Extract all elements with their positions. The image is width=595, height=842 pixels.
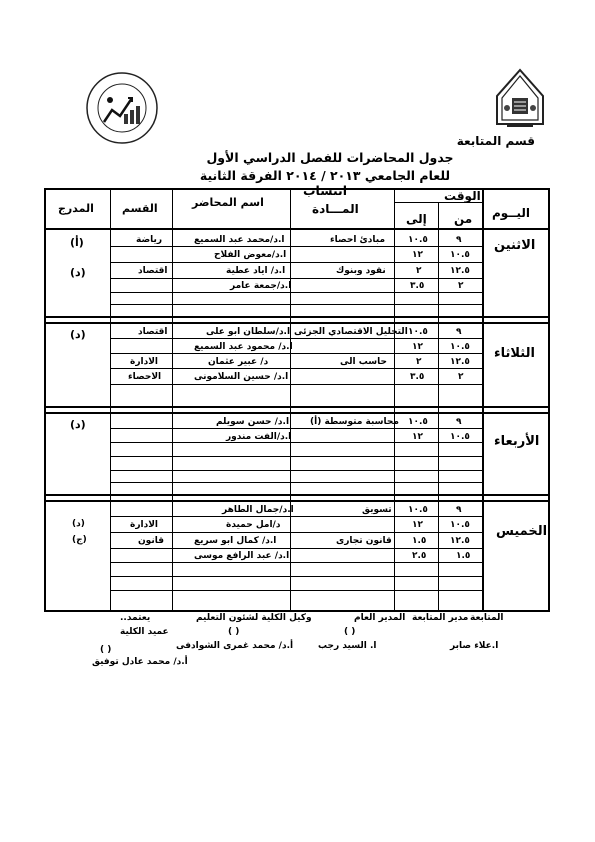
lecturer: ا.د/جمال الطاهر — [222, 505, 294, 515]
department: قانون — [138, 536, 164, 546]
schedule-table — [44, 188, 549, 612]
subject: مبادئ احصاء — [330, 235, 386, 245]
col-subject-header: المـــادة — [312, 202, 359, 216]
time-from: ٢ — [458, 281, 464, 291]
lecturer: ا.د/ كمال ابو سريع — [194, 536, 277, 546]
time-to: ٢ — [416, 357, 422, 367]
sig-follow-up: المتابعة — [470, 613, 504, 623]
time-to: ١٢ — [412, 432, 423, 442]
time-from: ١.٥ — [456, 551, 471, 561]
time-from: ١٠.٥ — [450, 342, 470, 352]
time-from: ١٢.٥ — [450, 357, 470, 367]
lecturer: ا.د/سلطان ابو على — [206, 327, 291, 337]
hall: (د) — [70, 418, 86, 431]
sig-paren: ( ) — [344, 627, 356, 637]
time-from: ٩ — [456, 417, 462, 427]
lecturer: ا.د/ اياد عطية — [226, 266, 286, 276]
col-hall-header: المدرج — [58, 202, 94, 215]
col-from-header: من — [454, 212, 473, 226]
time-from: ٩ — [456, 327, 462, 337]
schedule-title: جدول المحاضرات للفصل الدراسي الأول — [206, 150, 454, 165]
time-from: ١٠.٥ — [450, 520, 470, 530]
schedule-subtitle: للعام الجامعي ٢٠١٣ / ٢٠١٤ الفرقة الثانية انتساب — [199, 168, 451, 198]
time-to: ١٠.٥ — [408, 505, 428, 515]
time-to: ٣.٥ — [410, 281, 425, 291]
time-from: ٢ — [458, 372, 464, 382]
department: اقتصاد — [138, 266, 168, 276]
sig-name-follow: ا.علاء صابر — [450, 641, 499, 651]
time-to: ٢.٥ — [412, 551, 427, 561]
time-to: ١٢ — [412, 520, 423, 530]
sig-general-director: المدير العام — [354, 613, 406, 623]
time-from: ١٠.٥ — [450, 250, 470, 260]
time-to: ١٠.٥ — [408, 417, 428, 427]
hall: (ج) — [72, 535, 87, 545]
lecturer: د/امل حميدة — [226, 520, 281, 530]
lecturer: ا.د/ حسين السلامونى — [194, 372, 289, 382]
col-day-header: اليــوم — [492, 206, 531, 220]
time-to: ١٠.٥ — [408, 235, 428, 245]
lecturer: ا.د/ عبد الرافع موسى — [194, 551, 290, 561]
department: الادارة — [130, 520, 158, 530]
department: الاحصاء — [128, 372, 162, 382]
university-logo — [485, 68, 555, 132]
subject: محاسبة متوسطة (أ) — [310, 417, 399, 427]
lecturer: ا.د/محمد عبد السميع — [194, 235, 285, 245]
col-lecturer-header: اسم المحاضر — [192, 196, 264, 209]
time-to: ١.٥ — [412, 536, 427, 546]
faculty-logo — [84, 70, 160, 146]
time-to: ١٢ — [412, 250, 423, 260]
hall: (أ) — [70, 236, 84, 249]
subject: التحليل الاقتصادي الجزئى — [294, 327, 408, 337]
time-from: ١٠.٥ — [450, 432, 470, 442]
time-from: ١٢.٥ — [450, 536, 470, 546]
lecturer: ا.د/ محمود عبد السميع — [194, 342, 293, 352]
sig-paren: ( ) — [100, 645, 112, 655]
sig-name-general: ا. السيد رجب — [318, 641, 377, 651]
col-to-header: إلى — [406, 212, 427, 226]
lecturer: د/ عبير عثمان — [208, 357, 269, 367]
department: الادارة — [130, 357, 158, 367]
day-label: الخميس — [496, 524, 548, 539]
time-from: ٩ — [456, 505, 462, 515]
sig-name-vice: أ.د/ محمد غمرى الشوادفى — [176, 641, 294, 651]
col-dept-header: القسم — [122, 202, 158, 215]
hall: (د) — [70, 328, 86, 341]
sig-dean: عميد الكلية — [120, 627, 169, 637]
time-to: ٣.٥ — [410, 372, 425, 382]
lecturer: ا.د/معوض الفلاح — [214, 250, 287, 260]
col-time-header: الوقت — [444, 189, 481, 203]
subject: قانون تجارى — [336, 536, 392, 546]
subject: حاسب الى — [340, 357, 387, 367]
day-label: الثلاثاء — [494, 346, 535, 361]
sig-follow-up-director: مدير المتابعة — [412, 613, 469, 623]
department-title: قسم المتابعة — [456, 134, 535, 148]
lecturer: ا.د/ حسن سويلم — [216, 417, 290, 427]
subject: نقود وبنوك — [336, 266, 386, 276]
department: رياضة — [136, 235, 163, 245]
lecturer: ا.د/جمعة عامر — [230, 281, 292, 291]
time-from: ١٢.٥ — [450, 266, 470, 276]
time-to: ٢ — [416, 266, 422, 276]
day-label: الاثنين — [494, 238, 536, 253]
department: اقتصاد — [138, 327, 168, 337]
sig-name-dean: أ.د/ محمد عادل توفيق — [92, 657, 188, 667]
time-to: ١٠.٥ — [408, 327, 428, 337]
time-from: ٩ — [456, 235, 462, 245]
sig-approved: يعتمد.. — [120, 613, 151, 623]
sig-paren: ( ) — [228, 627, 240, 637]
hall: (د) — [70, 266, 86, 279]
time-to: ١٢ — [412, 342, 423, 352]
subject: تسويق — [362, 505, 392, 515]
sig-vice-dean: وكيل الكلية لشئون التعليم — [196, 613, 312, 623]
lecturer: ا.د/الفت مندور — [226, 432, 292, 442]
day-label: الأربعاء — [494, 434, 540, 449]
hall: (د) — [72, 519, 85, 529]
